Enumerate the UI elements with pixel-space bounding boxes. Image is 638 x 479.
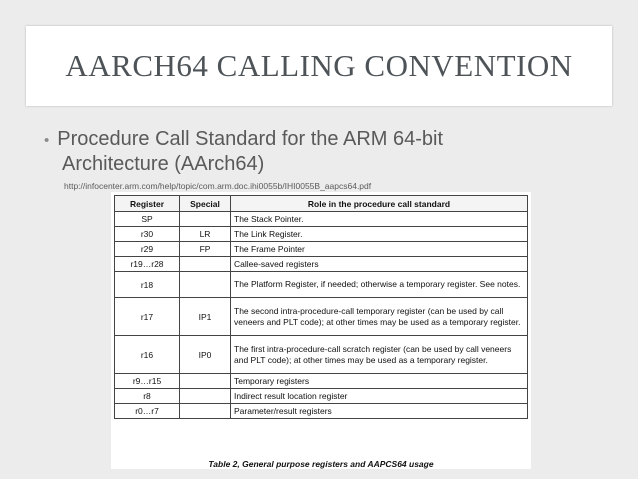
slide-title: AARCH64 CALLING CONVENTION [65,48,573,83]
cell-special [180,404,231,419]
bullet-text-line-1 [44,127,443,153]
table-caption: Table 2, General purpose registers and AAPCS64 usage [208,459,434,469]
cell-special [180,374,231,389]
cell-register: r29 [115,242,180,257]
register-table [114,195,528,419]
reference-url: http://infocenter.arm.com/help/topic/com.arm.doc.ihi0055b/IHI0055B_aapcs64.pdf [64,181,372,191]
cell-role: Indirect result location register [231,389,528,404]
cell-role: Callee-saved registers [231,257,528,272]
header-special: Special [180,196,231,212]
header-role: Role in the procedure call standard [231,196,528,212]
title-box [26,26,612,106]
table-row [115,212,528,227]
cell-special [180,257,231,272]
cell-register: SP [115,212,180,227]
table-row [115,257,528,272]
bullet-text: Procedure Call Standard for the ARM 64-bit [57,128,444,150]
cell-special: FP [180,242,231,257]
table-row [115,336,528,374]
cell-role: The Link Register. [231,227,528,242]
table-header-row [115,196,528,212]
cell-role: Temporary registers [231,374,528,389]
cell-special: IP0 [180,336,231,374]
cell-special: LR [180,227,231,242]
cell-register: r0…r7 [115,404,180,419]
cell-register: r17 [115,298,180,336]
cell-register: r8 [115,389,180,404]
cell-role: Parameter/result registers [231,404,528,419]
cell-role: The second intra-procedure-call temporary register (can be used by call veneers and PLT code); at other times may be used as a temporary register. [231,298,528,336]
table-row [115,298,528,336]
cell-register: r9…r15 [115,374,180,389]
cell-role: The Frame Pointer [231,242,528,257]
cell-role: The Stack Pointer. [231,212,528,227]
cell-role: The Platform Register, if needed; otherwise a temporary register. See notes. [231,272,528,298]
table-row [115,242,528,257]
table-row [115,389,528,404]
cell-special [180,272,231,298]
cell-register: r18 [115,272,180,298]
header-register: Register [115,196,180,212]
table-row [115,227,528,242]
table-row [115,404,528,419]
bullet-text-line-2: Architecture (AArch64) [62,153,265,175]
cell-special: IP1 [180,298,231,336]
bullet-marker: • [44,132,50,149]
cell-special [180,389,231,404]
table-row [115,374,528,389]
cell-role: The first intra-procedure-call scratch register (can be used by call veneers and PLT code); at other times may be used as a temporary register. [231,336,528,374]
cell-special [180,212,231,227]
cell-register: r16 [115,336,180,374]
cell-register: r19…r28 [115,257,180,272]
cell-register: r30 [115,227,180,242]
register-table-image [111,192,531,469]
table-row [115,272,528,298]
